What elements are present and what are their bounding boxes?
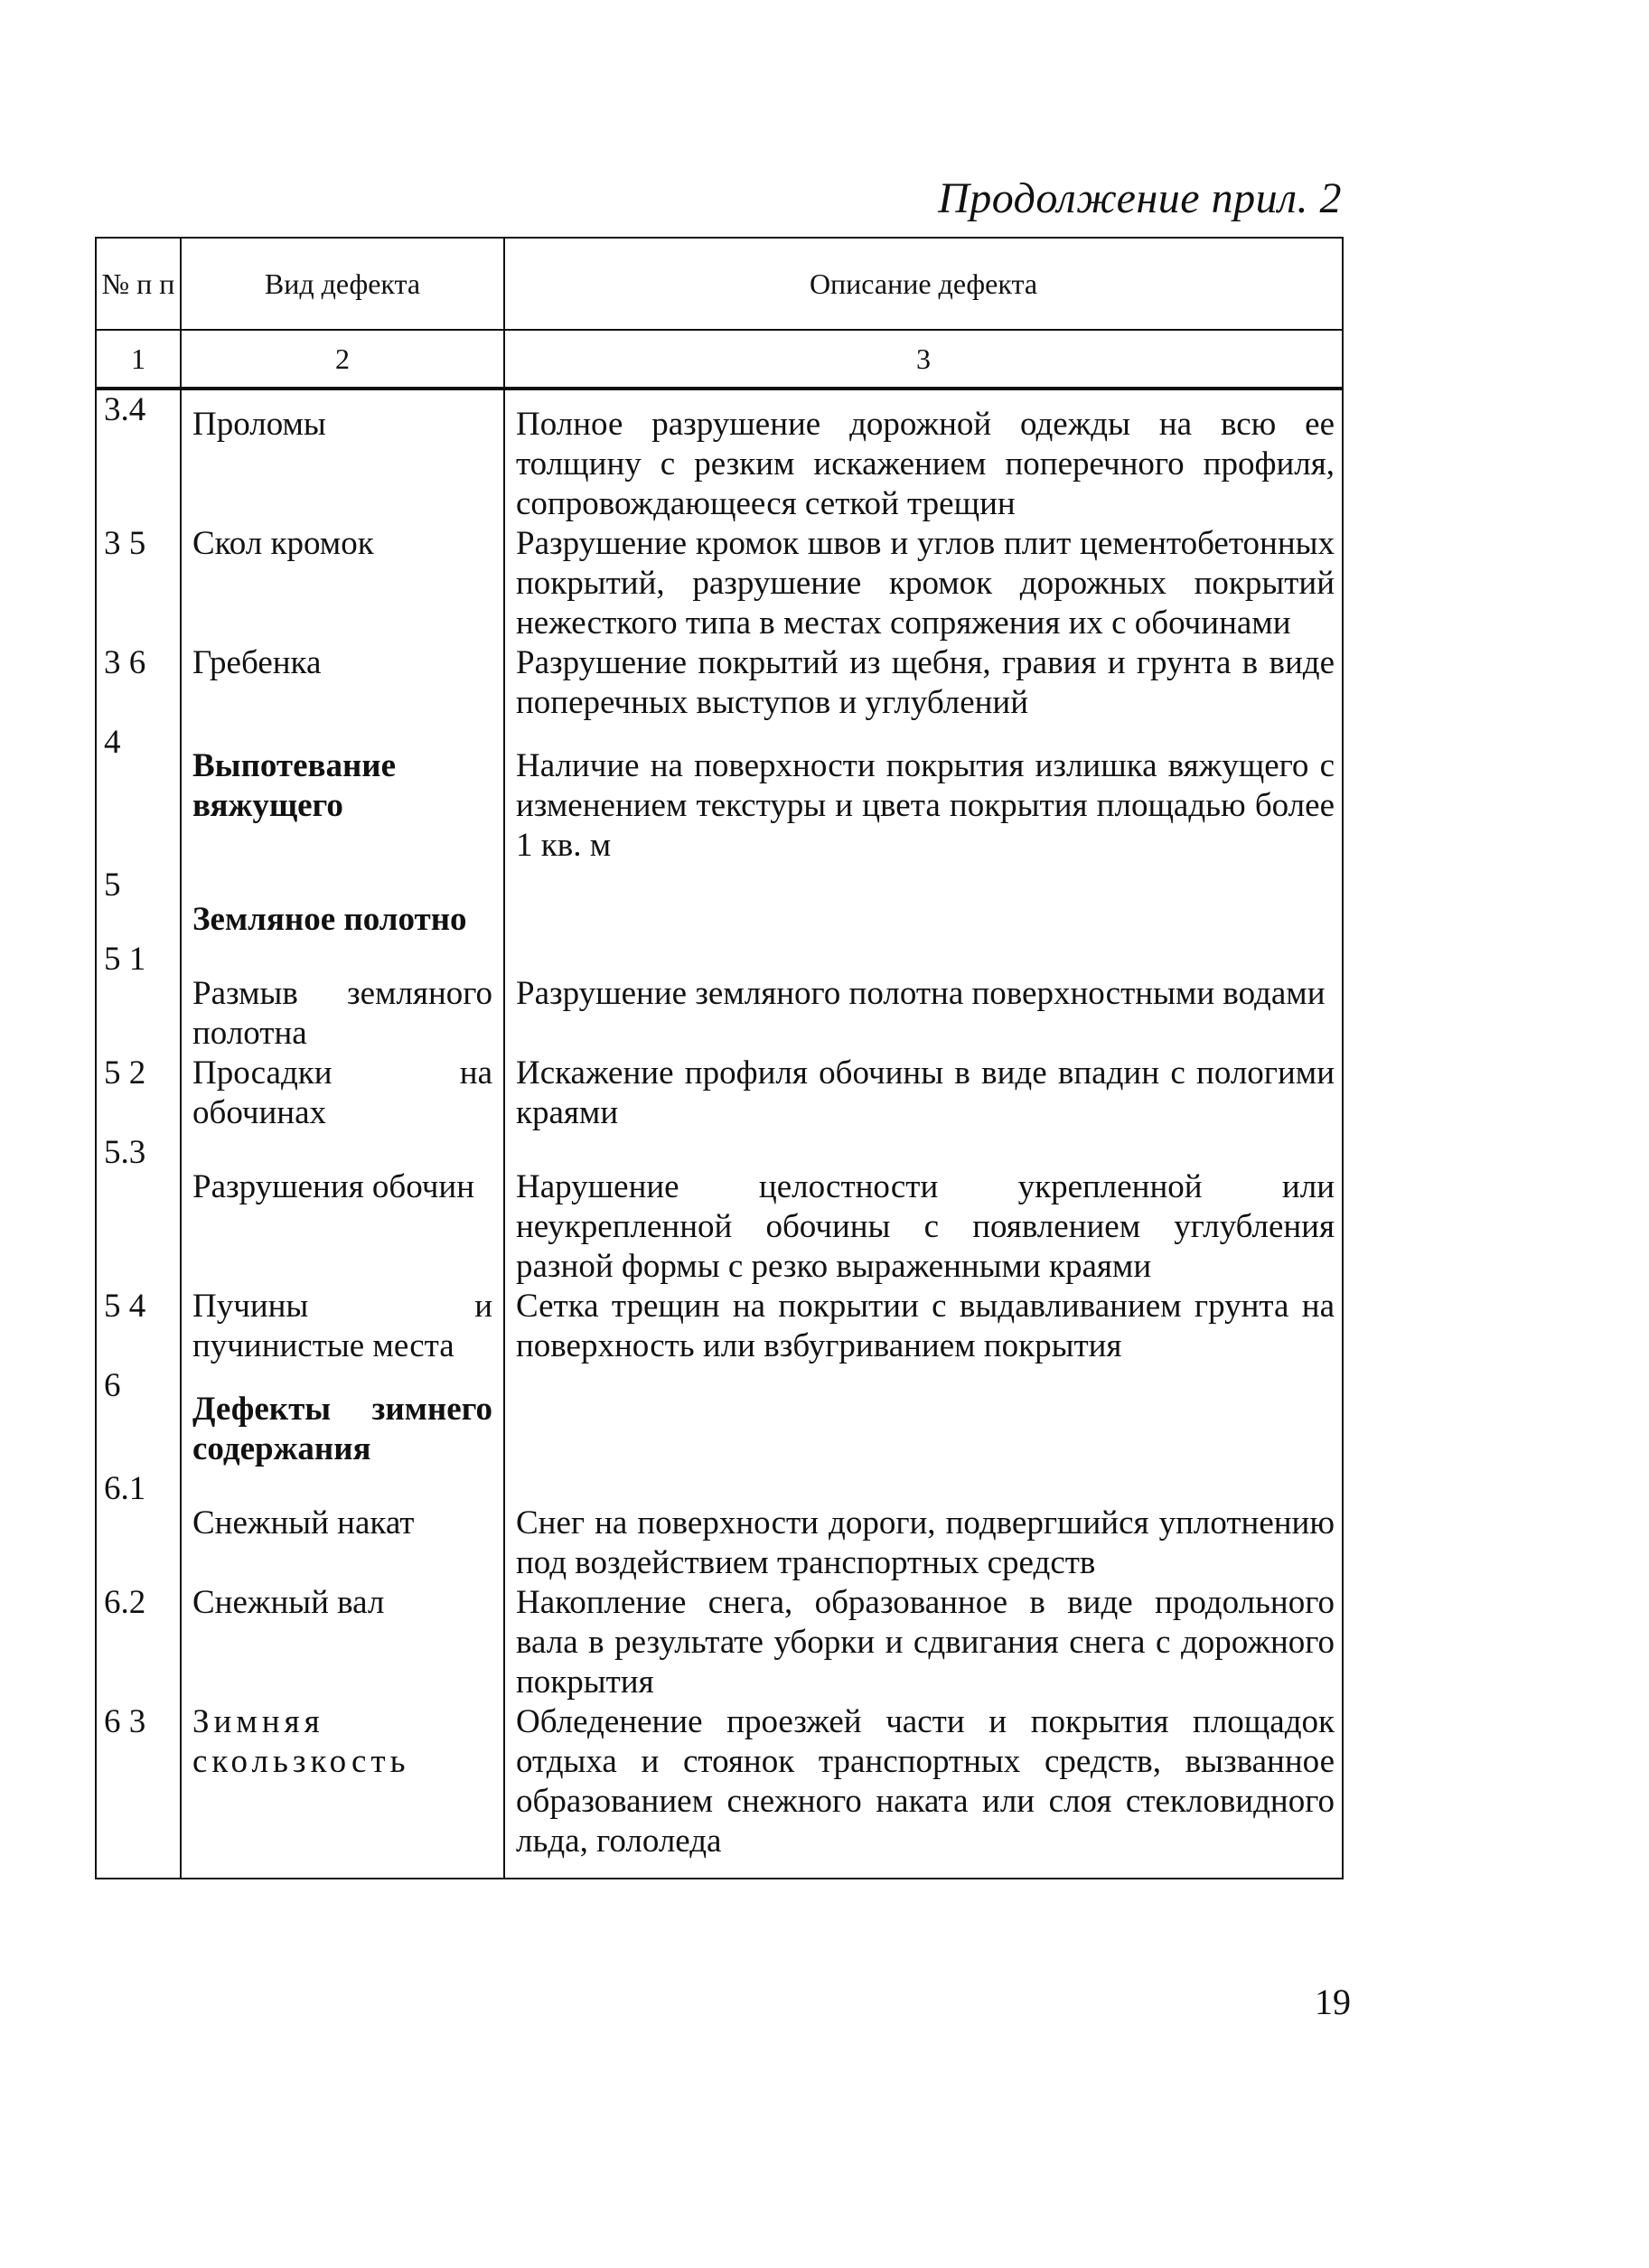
header-row — [96, 238, 1343, 330]
defect-type: Снежный вал — [181, 1583, 504, 1702]
defect-type: Пучины и пучинистые места — [181, 1287, 504, 1366]
table-row — [96, 1469, 1343, 1583]
row-number: 3 5 — [96, 524, 181, 643]
table-row — [96, 1583, 1343, 1702]
defect-type: Скол кромок — [181, 524, 504, 643]
section-row — [96, 866, 1343, 940]
header-type: Вид дефекта — [181, 238, 504, 330]
page-number: 19 — [1315, 1982, 1351, 2022]
defect-description: Полное разрушение дорожной одежды на всю ее толщину с резким искажением поперечного профиля, сопровождающееся сеткой трещин — [504, 389, 1343, 524]
defect-description: Накопление снега, образованное в виде продольного вала в результате уборки и сдвигания снега с дорожного покрытия — [504, 1583, 1343, 1702]
table-row — [96, 1054, 1343, 1133]
column-number: 1 — [96, 330, 181, 389]
section-title: Земляное полотно — [181, 866, 504, 940]
defect-description: Разрушение кромок швов и углов плит цементобетонных покрытий, разрушение кромок дорожных покрытий нежесткого типа в местах сопряжения их с обочинами — [504, 524, 1343, 643]
defect-type: Просадки на обочинах — [181, 1054, 504, 1133]
defect-type: Разрушения обочин — [181, 1133, 504, 1287]
header-desc: Описание дефекта — [504, 238, 1343, 330]
row-number: 6.1 — [96, 1469, 181, 1583]
row-number: 3 6 — [96, 643, 181, 723]
row-number: 4 — [96, 723, 181, 866]
row-number: 5 — [96, 866, 181, 940]
defect-type: Снежный накат — [181, 1469, 504, 1583]
table-row — [96, 1287, 1343, 1366]
defect-description: Искажение профиля обочины в виде впадин с пологими краями — [504, 1054, 1343, 1133]
defect-type: Проломы — [181, 389, 504, 524]
defect-description: Снег на поверхности дороги, подвергшийся уплотнению под воздействием транспортных средств — [504, 1469, 1343, 1583]
page-heading: Продолжение прил. 2 — [938, 174, 1342, 222]
defect-type: Выпотевание вяжущего — [181, 723, 504, 866]
section-row — [96, 1366, 1343, 1469]
table-row — [96, 389, 1343, 524]
column-number: 2 — [181, 330, 504, 389]
defect-description: Разрушение земляного полотна поверхностными водами — [504, 940, 1343, 1054]
row-number: 6 — [96, 1366, 181, 1469]
defect-type: Гребенка — [181, 643, 504, 723]
defect-description: Наличие на поверхности покрытия излишка вяжущего с изменением текстуры и цвета покрытия площадью более 1 кв. м — [504, 723, 1343, 866]
table-row — [96, 524, 1343, 643]
column-number-row — [96, 330, 1343, 389]
header-num: № п п — [96, 238, 181, 330]
table-row — [96, 1702, 1343, 1879]
defect-description: Обледенение проезжей части и покрытия площадок отдыха и стоянок транспортных средств, вызванное образованием снежного наката или слоя стекловидного льда, гололеда — [504, 1702, 1343, 1879]
defect-description: Нарушение целостности укрепленной или неукрепленной обочины с появлением углубления разной формы с резко выраженными краями — [504, 1133, 1343, 1287]
table-row — [96, 940, 1343, 1054]
table-row — [96, 723, 1343, 866]
column-number: 3 — [504, 330, 1343, 389]
defect-description — [504, 866, 1343, 940]
defects-table — [95, 237, 1344, 1879]
table-row — [96, 643, 1343, 723]
defect-type: Размыв земляного полотна — [181, 940, 504, 1054]
table-row — [96, 1133, 1343, 1287]
defect-description — [504, 1366, 1343, 1469]
row-number: 3.4 — [96, 389, 181, 524]
row-number: 6 3 — [96, 1702, 181, 1879]
defect-description: Сетка трещин на покрытии с выдавливанием грунта на поверхность или взбугриванием покрытия — [504, 1287, 1343, 1366]
row-number: 6.2 — [96, 1583, 181, 1702]
row-number: 5 4 — [96, 1287, 181, 1366]
row-number: 5.3 — [96, 1133, 181, 1287]
row-number: 5 2 — [96, 1054, 181, 1133]
defect-description: Разрушение покрытий из щебня, гравия и грунта в виде поперечных выступов и углублений — [504, 643, 1343, 723]
defect-type: Зимняя скользкость — [181, 1702, 504, 1879]
section-title: Дефекты зимнего содержания — [181, 1366, 504, 1469]
row-number: 5 1 — [96, 940, 181, 1054]
